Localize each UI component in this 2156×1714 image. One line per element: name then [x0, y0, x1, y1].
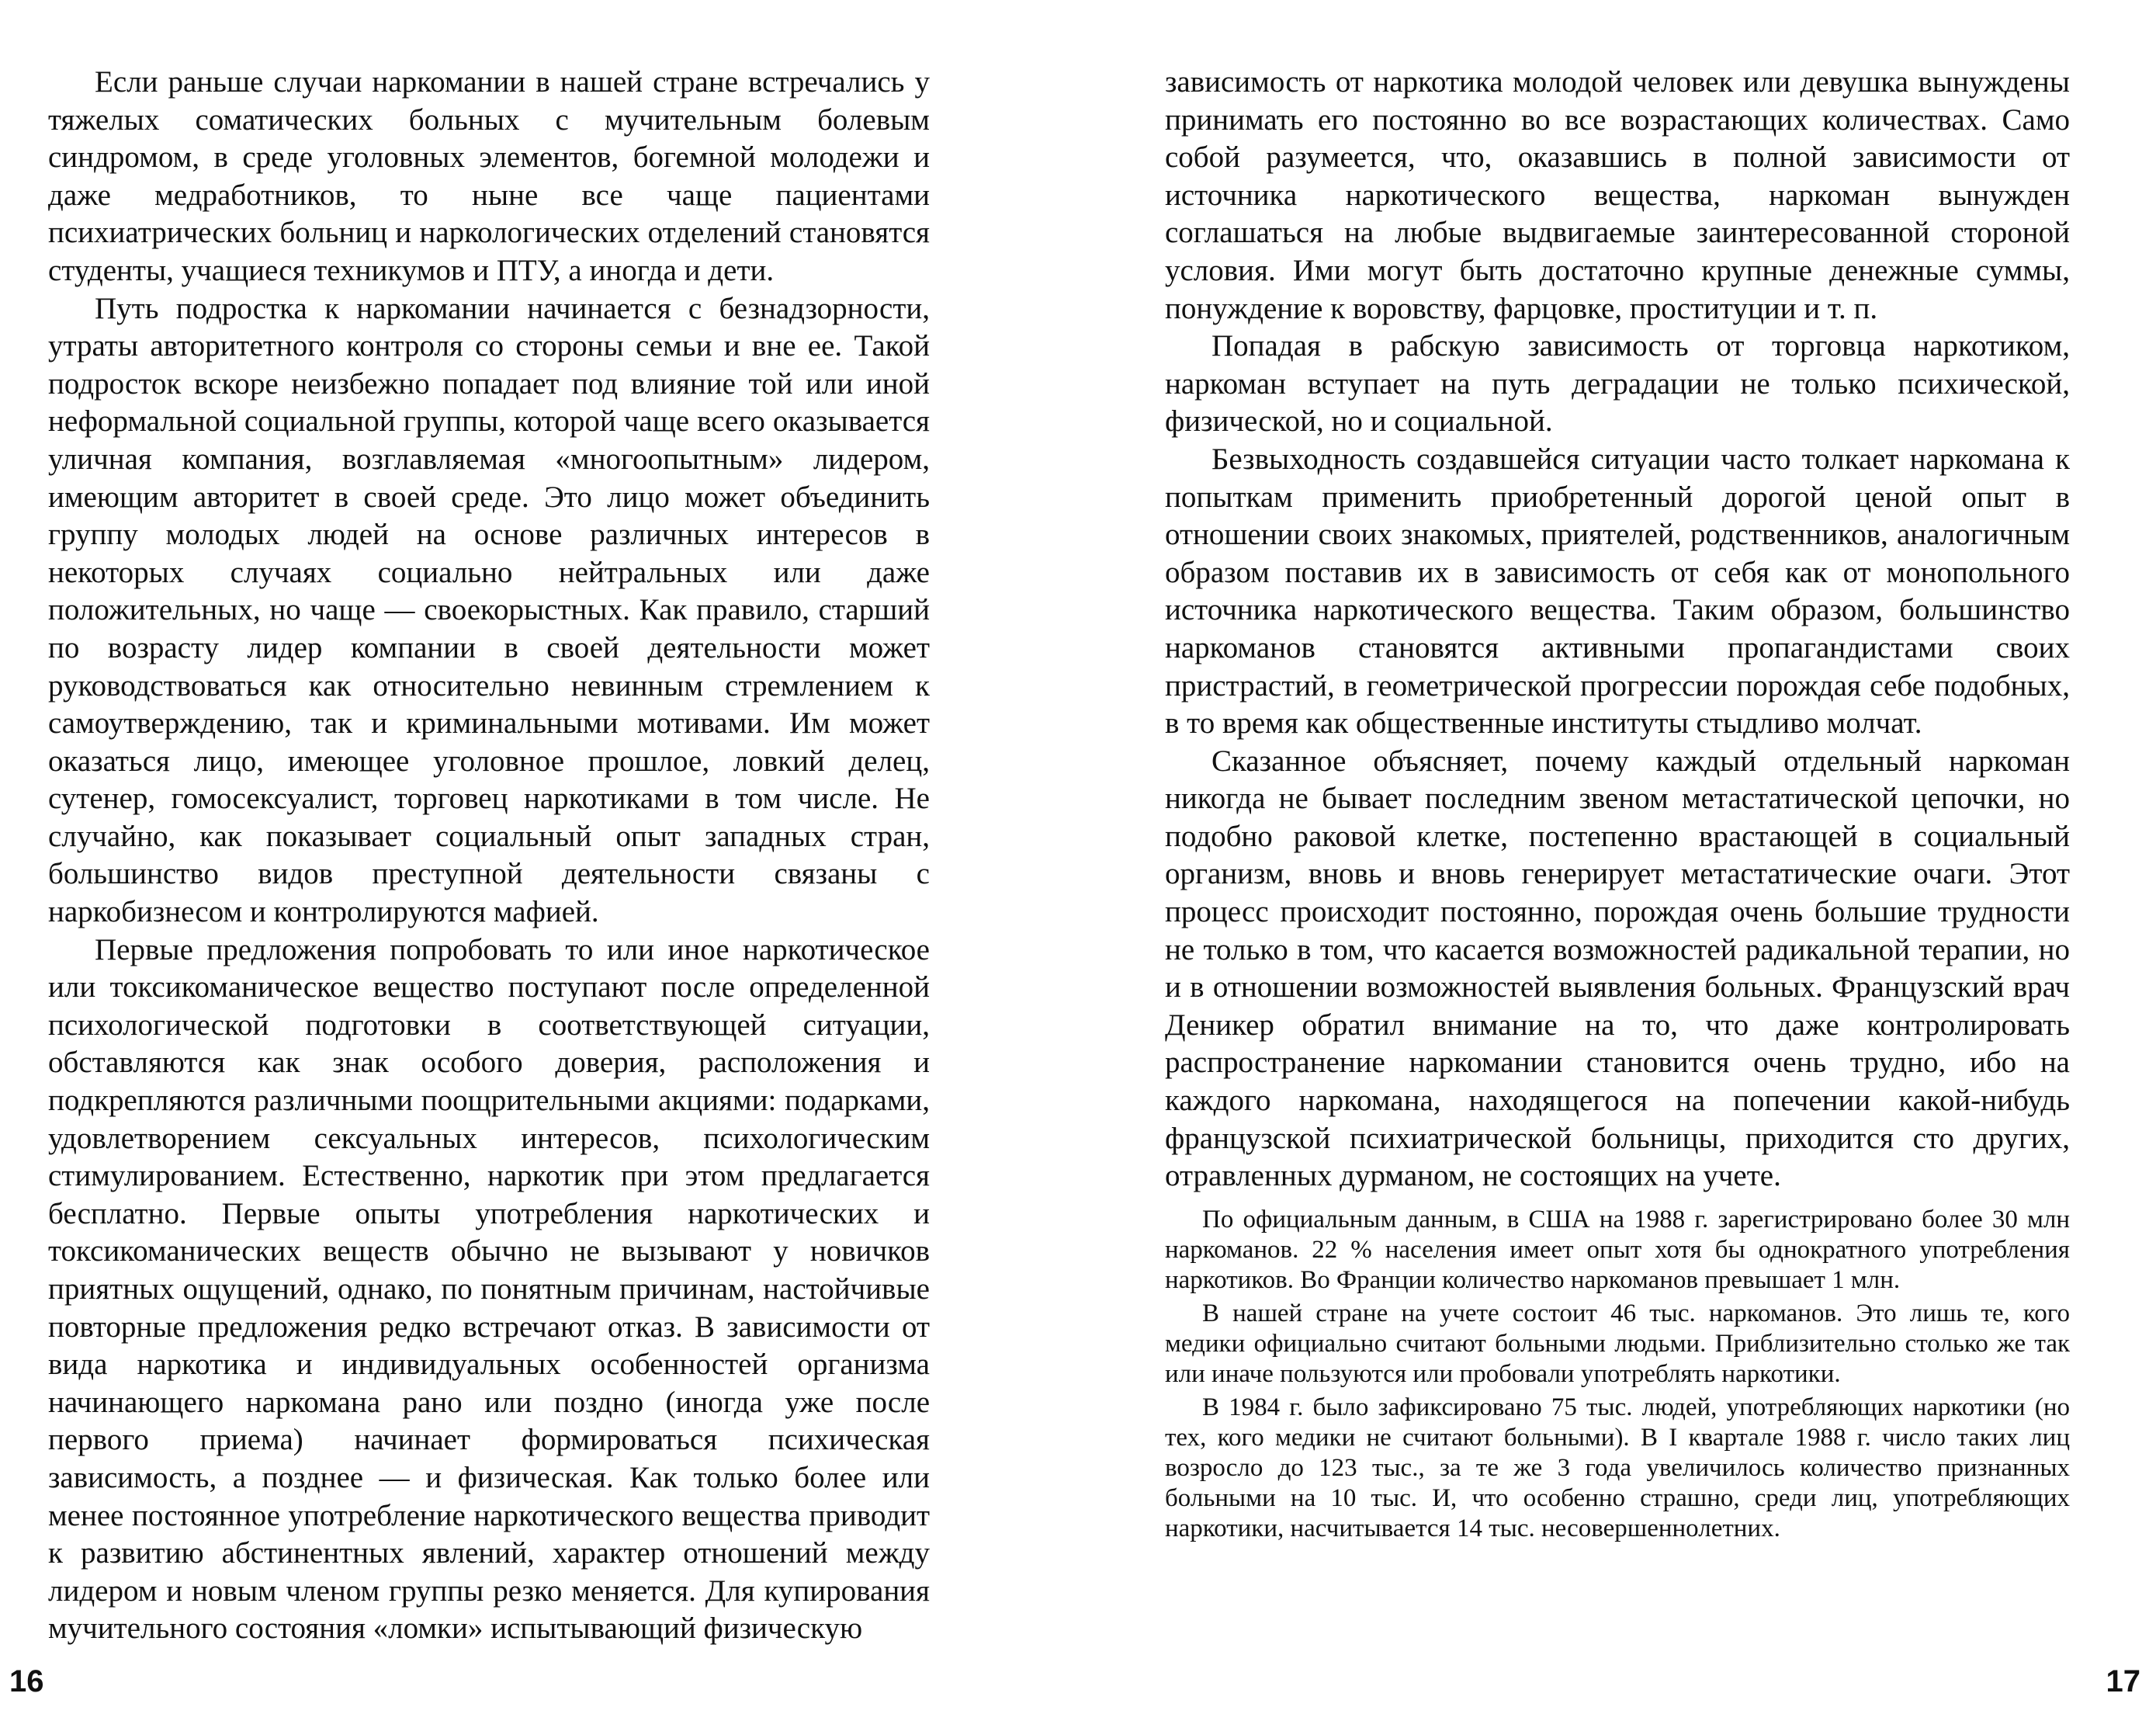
paragraph: Безвыходность создавшейся ситуации часто толкает наркомана к попыткам применить приобретенный дорогой ценой опыт в отношении своих знакомых, приятелей, родственников, аналогичным образом поставив их в зависимость от себя как от монопольного источника наркотического вещества. Таким образом, большинство наркоманов становятся активными пропагандистами своих пристрастий, в геометрической прогрессии порождая себе подобных, в то время как общественные институты стыдливо молчат.	[1165, 442, 2070, 741]
paragraph: Путь подростка к наркомании начинается с безнадзорности, утраты авторитетного контроля со стороны семьи и вне ее. Такой подросток вскоре неизбежно попадает под влияние той или иной неформальной социальной группы, которой чаще всего оказывается уличная компания, возглавляемая «многоопытным» лидером, имеющим авторитет в своей среде. Это лицо может объединить группу молодых людей на основе различных интересов в некоторых случаях социально нейтральных или даже положительных, но чаще — своекорыстных. Как правило, старший по возрасту лидер компании в своей деятельности может руководствоваться как относительно невинным стремлением к самоутверждению, так и криминальными мотивами. Им может оказаться лицо, имеющее уголовное прошлое, ловкий делец, сутенер, гомосексуалист, торговец наркотиками в том числе. Не случайно, как показывает социальный опыт западных стран, большинство видов преступной деятельности связаны с наркобизнесом и контролируются мафией.	[48, 291, 930, 929]
right-page-text	[1165, 64, 2070, 1547]
note: В 1984 г. было зафиксировано 75 тыс. людей, употребляющих наркотики (но тех, кого медики не считают больными). В I квартале 1988 г. число таких лиц возросло до 123 тыс., за те же 3 года увеличилось количество признанных больными на 10 тыс. И, что особенно страшно, среди лиц, употребляющих наркотики, насчитывается 14 тыс. несовершеннолетних.	[1165, 1393, 2070, 1542]
paragraph: Если раньше случаи наркомании в нашей стране встречались у тяжелых соматических больных с мучительным болевым синдромом, в среде уголовных элементов, богемной молодежи и даже медработников, то ныне все чаще пациентами психиатрических больниц и наркологических отделений становятся студенты, учащиеся техникумов и ПТУ, а иногда и дети.	[48, 65, 930, 287]
small-print-notes	[1165, 1205, 2070, 1544]
paragraph: Попадая в рабскую зависимость от торговца наркотиком, наркоман вступает на путь деградации не только психической, физической, но и социальной.	[1165, 329, 2070, 439]
page-number: 17	[2106, 1664, 2140, 1698]
note: По официальным данным, в США на 1988 г. зарегистрировано более 30 млн наркоманов. 22 % населения имеет опыт хотя бы однократного употребления наркотиков. Во Франции количество наркоманов превышает 1 млн.	[1165, 1205, 2070, 1294]
left-page-text	[48, 64, 930, 1648]
right-page	[1078, 0, 2156, 1714]
paragraph: зависимость от наркотика молодой человек или девушка вынуждены принимать его постоянно во все возрастающих количествах. Само собой разумеется, что, оказавшись в полной зависимости от источника наркотического вещества, наркоман вынужден соглашаться на любые выдвигаемые заинтересованной стороной условия. Ими могут быть достаточно крупные денежные суммы, понуждение к воровству, фарцовке, проституции и т. п.	[1165, 65, 2070, 325]
paragraph: Первые предложения попробовать то или иное наркотическое или токсикоманическое вещество поступают после определенной психологической подготовки в соответствующей ситуации, обставляются как знак особого доверия, расположения и подкрепляются различными поощрительными акциями: подарками, удовлетворением сексуальных интересов, психологическим стимулированием. Естественно, наркотик при этом предлагается бесплатно. Первые опыты употребления наркотических и токсикоманических веществ обычно не вызывают у новичков приятных ощущений, однако, по понятным причинам, настойчивые повторные предложения редко встречают отказ. В зависимости от вида наркотика и индивидуальных особенностей организма начинающего наркомана рано или поздно (иногда уже после первого приема) начинает формироваться психическая зависимость, а позднее — и физическая. Как только более или менее постоянное употребление наркотического вещества приводит к развитию абстинентных явлений, характер отношений между лидером и новым членом группы резко меняется. Для купирования мучительного состояния «ломки» испытывающий физическую	[48, 932, 930, 1646]
page-number: 16	[9, 1664, 44, 1698]
paragraph: Сказанное объясняет, почему каждый отдельный наркоман никогда не бывает последним звеном метастатической цепочки, но подобно раковой клетке, постепенно врастающей в социальный организм, вновь и вновь генерирует метастатические очаги. Этот процесс происходит постоянно, порождая очень большие трудности не только в том, что касается возможностей радикальной терапии, но и в отношении возможностей выявления больных. Французский врач Деникер обратил внимание на то, что даже контролировать распространение наркомании становится очень трудно, ибо на каждого наркомана, находящегося на попечении какой-нибудь французской психиатрической больницы, приходится сто других, отравленных дурманом, не состоящих на учете.	[1165, 744, 2070, 1193]
note: В нашей стране на учете состоит 46 тыс. наркоманов. Это лишь те, кого медики официально считают больными людьми. Приблизительно столько же так или иначе пользуются или пробовали употреблять наркотики.	[1165, 1299, 2070, 1388]
